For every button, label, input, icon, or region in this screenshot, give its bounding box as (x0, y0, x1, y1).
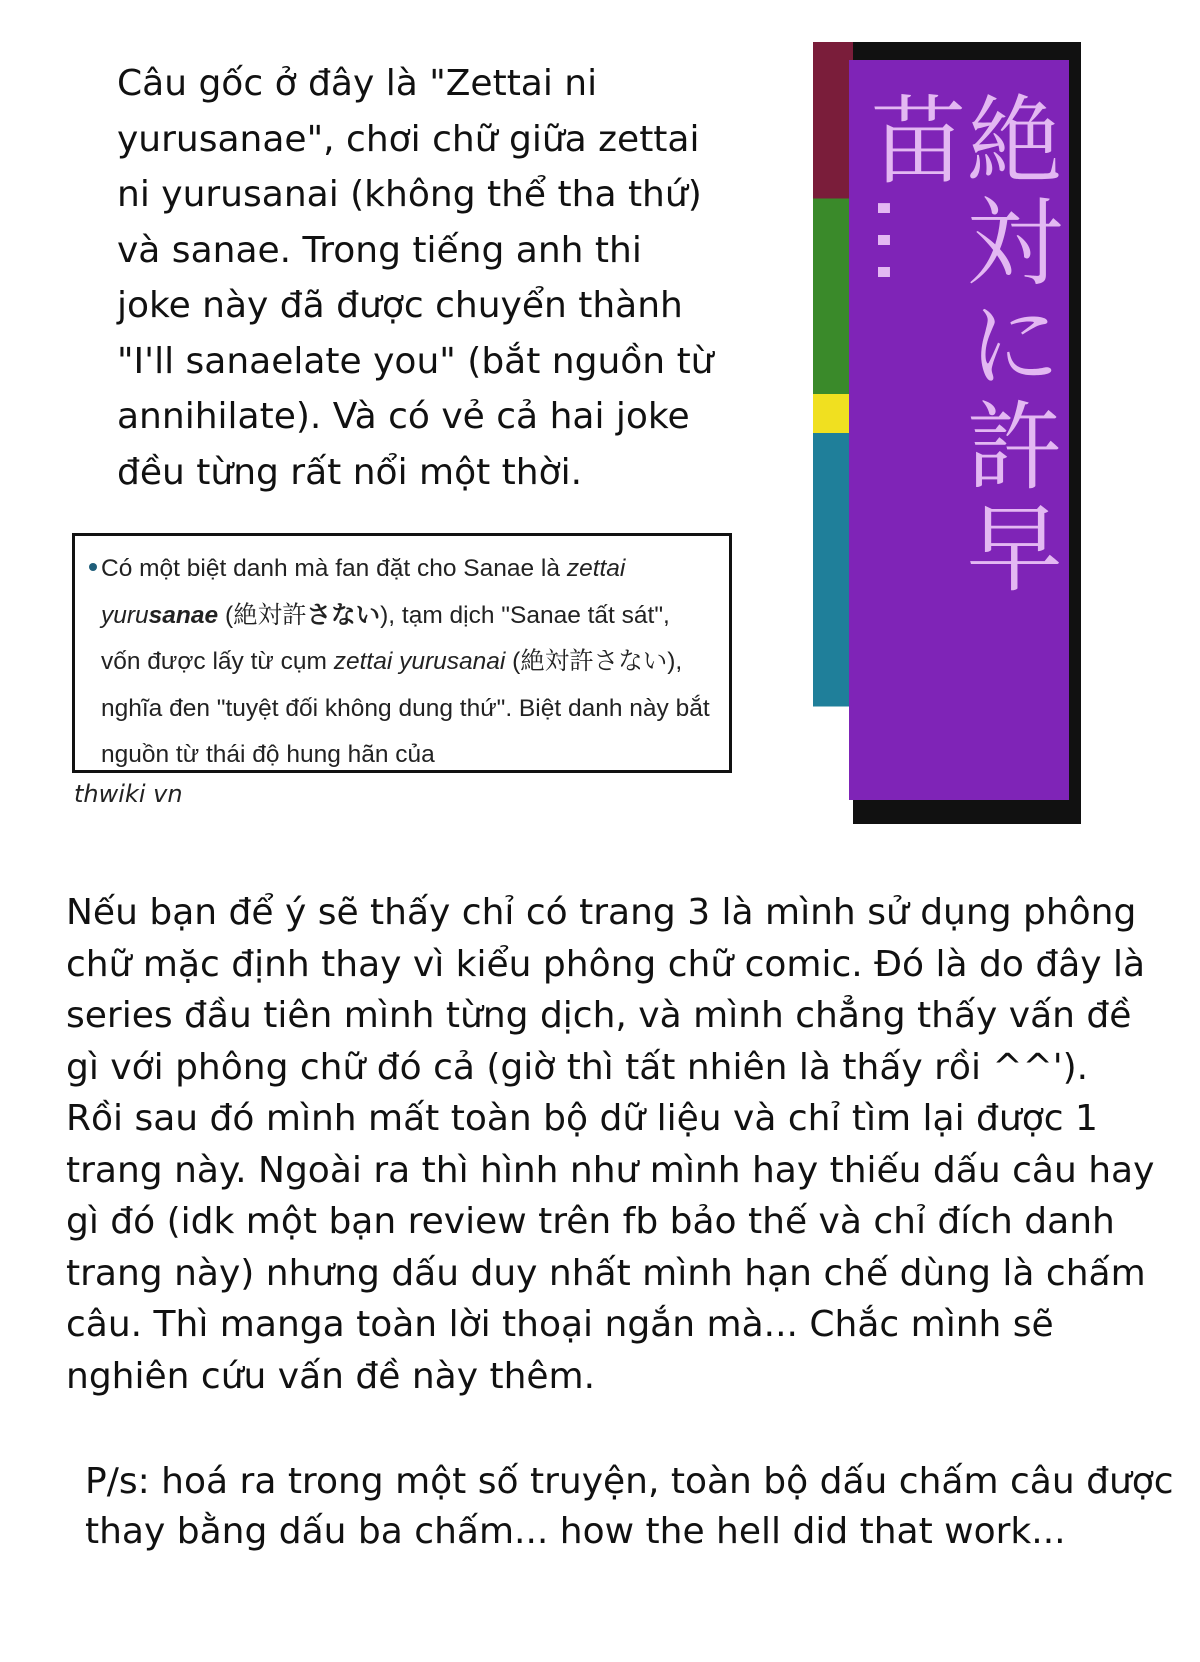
postscript: P/s: hoá ra trong một số truyện, toàn bộ dấu chấm câu được thay bằng dấu ba chấm... how the hell did that work... (85, 1461, 1174, 1552)
body-paragraph: Nếu bạn để ý sẽ thấy chỉ có trang 3 là mình sử dụng phông chữ mặc định thay vì kiểu phông chữ comic. Đó là do đây là series đầu tiên mình từng dịch, và mình chẳng thấy vấn đề gì với phông chữ đó cả (giờ thì tất nhiên là thấy rồi ^^'). Rồi sau đó mình mất toàn bộ dữ liệu và chỉ tìm lại được 1 trang này. Ngoài ra thì hình như mình hay thiếu dấu câu hay gì đó (idk một bạn review trên fb bảo thế và chỉ đích danh trang này) nhưng dấu duy nhất mình hạn chế dùng là chấm câu. Thì manga toàn lời thoại ngắn mà... Chắc mình sẽ nghiên cứu vấn đề này thêm. (66, 892, 1155, 1397)
quote-italic: zettai yurusanai (333, 648, 506, 675)
quote-text: Có một biệt danh mà fan đặt cho Sanae là (101, 555, 567, 582)
quote-bold: さない (306, 601, 381, 629)
manga-panel (813, 42, 1081, 824)
quote-italic: zettai yuru (101, 555, 626, 629)
quote-text: ), tạm dịch "Sanae tất sát", vốn được lấy từ cụm (101, 601, 670, 675)
manga-art (813, 42, 853, 824)
bullet-icon (89, 563, 97, 571)
quote-text: (絶対許 (218, 601, 307, 629)
wiki-quote-box (72, 533, 732, 773)
translator-note: Câu gốc ở đây là "Zettai ni yurusanae", chơi chữ giữa zettai ni yurusanai (không thể tha thứ) và sanae. Trong tiếng anh thi joke này đã được chuyển thành "I'll sanaelate you" (bắt nguồn từ annihilate). Và có vẻ cả hai joke đều từng rất nổi một thời. (117, 63, 714, 493)
quote-text: (絶対許さない), nghĩa đen "tuyệt đối không dung thứ". Biệt danh này bắt nguồn từ thái độ hung hãn của (101, 648, 710, 768)
caption-box (849, 60, 1069, 800)
quote-source: thwiki vn (74, 780, 183, 808)
quote-bold: sanae (148, 601, 219, 629)
caption-text: 絶対に許早苗… (855, 90, 1063, 600)
